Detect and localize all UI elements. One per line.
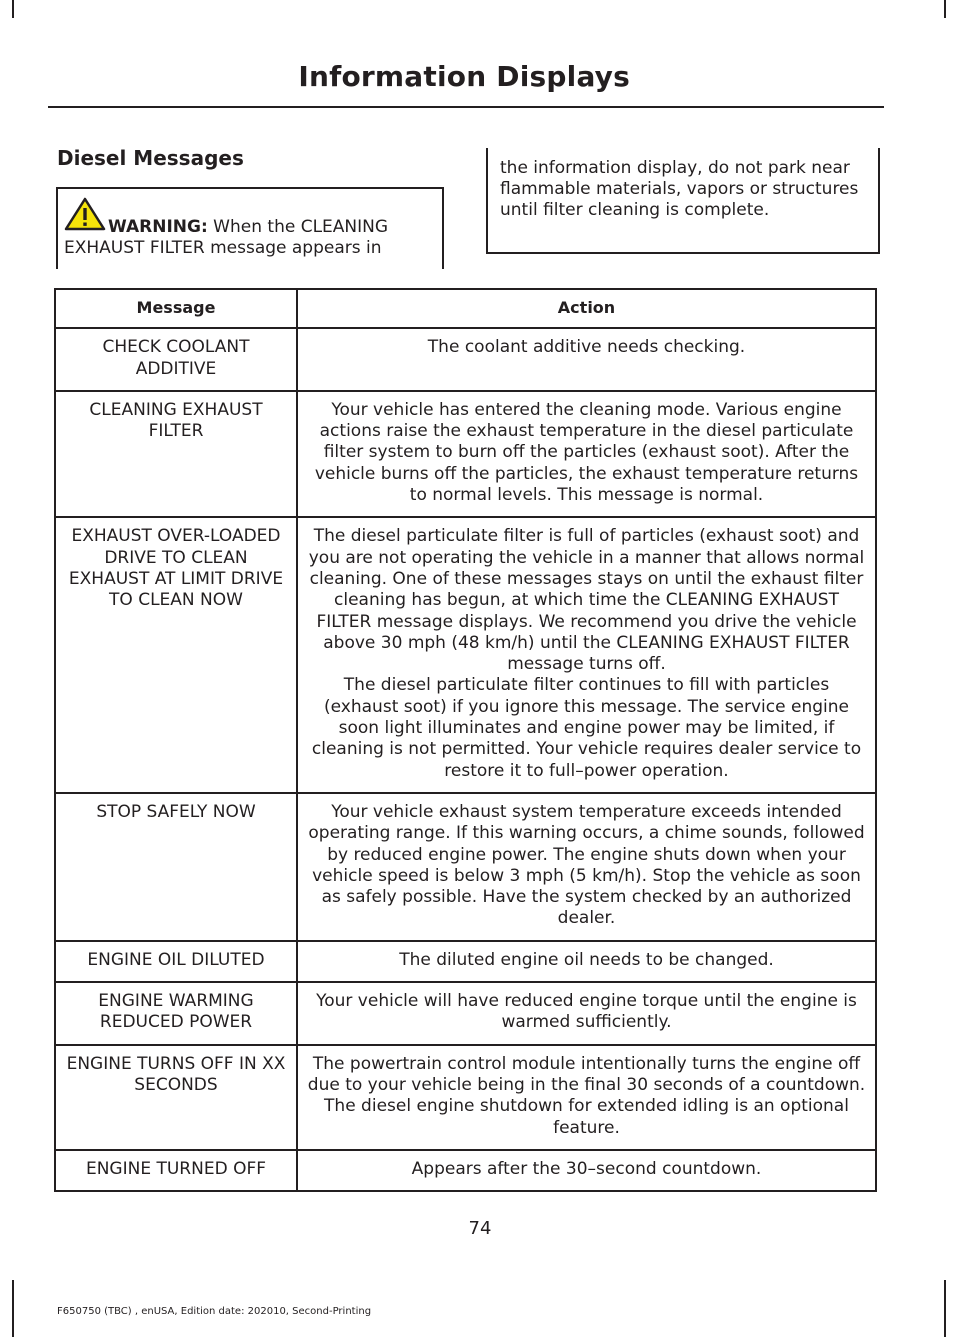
warning-label: WARNING: — [108, 217, 208, 237]
diesel-messages-table — [54, 288, 877, 1192]
action-cell — [297, 1150, 876, 1191]
action-text: Your vehicle exhaust system temperature exceeds intended operating range. If this warning occurs, a chime sounds, followed by reduced engine power. The engine shuts down when your vehicle speed is below 3 mph (5 km/h). Stop the vehicle as soon as safely possible. Have the system checked by an authorized dealer. — [308, 801, 865, 929]
footer-edition: F650750 (TBC) , enUSA, Edition date: 202010, Second-Printing — [57, 1306, 372, 1317]
action-cell — [297, 941, 876, 982]
action-text: The diesel particulate filter continues to fill with particles (exhaust soot) if you ignore this message. The service engine soon light illuminates and engine power may be limited, if cleaning is not permitted. Your vehicle requires dealer service to restore it to full–power operation. — [311, 675, 862, 781]
message-text: CHECK COOLANT ADDITIVE — [102, 337, 250, 379]
page-number: 74 — [468, 1218, 492, 1239]
message-text: EXHAUST AT LIMIT DRIVE TO CLEAN NOW — [68, 568, 284, 611]
message-cell — [55, 391, 297, 517]
warning-text-start — [64, 217, 438, 259]
message-cell — [55, 328, 297, 391]
crop-mark-bottom-left — [12, 1280, 14, 1337]
crop-mark-top-right — [944, 0, 946, 18]
message-cell — [55, 793, 297, 941]
message-cell — [55, 1045, 297, 1150]
table-row — [55, 982, 876, 1045]
warning-box-start — [56, 187, 444, 269]
message-text: CLEANING EXHAUST FILTER — [89, 399, 263, 442]
warning-box-end — [486, 148, 880, 254]
table-row — [55, 517, 876, 793]
crop-mark-bottom-right — [944, 1280, 946, 1337]
table-header-row — [55, 289, 876, 328]
table-row — [55, 1150, 876, 1191]
message-cell — [55, 517, 297, 793]
message-cell — [55, 941, 297, 982]
table-row — [55, 941, 876, 982]
page-title: Information Displays — [298, 60, 630, 93]
message-text: ENGINE TURNED OFF — [85, 1158, 267, 1179]
action-cell — [297, 793, 876, 941]
table-row — [55, 328, 876, 391]
action-cell — [297, 517, 876, 793]
table-row — [55, 1045, 876, 1150]
action-cell — [297, 1045, 876, 1150]
message-text: STOP SAFELY NOW — [96, 801, 256, 822]
action-text: The diesel particulate filter is full of particles (exhaust soot) and you are not operating the vehicle in a manner that allows normal cleaning. One of these messages stays on until the exhaust filter cleaning has begun, at which time the CLEANING EXHAUST FILTER message displays. We recommend you drive the vehicle above 30 mph (48 km/h) until the CLEANING EXHAUST FILTER message turns off. — [308, 526, 865, 675]
action-text: The diluted engine oil needs to be changed. — [399, 949, 774, 970]
header-divider — [48, 106, 884, 108]
message-cell — [55, 982, 297, 1045]
message-cell — [55, 1150, 297, 1191]
section-title: Diesel Messages — [57, 146, 244, 170]
message-text: ENGINE TURNS OFF IN XX SECONDS — [66, 1053, 286, 1095]
crop-mark-top-left — [12, 0, 14, 18]
action-text: Your vehicle has entered the cleaning mode. Various engine actions raise the exhaust temperature in the diesel particulate filter system to burn off the particles (exhaust soot). After the vehicle burns off the particles, the exhaust temperature returns to normal levels. This message is normal. — [314, 399, 859, 506]
warning-text-part1: When the CLEANING EXHAUST FILTER message appears in — [64, 217, 389, 258]
column-header-action: Action — [297, 289, 876, 328]
column-header-message: Message — [55, 289, 297, 328]
action-cell — [297, 328, 876, 391]
action-text: Appears after the 30–second countdown. — [411, 1158, 762, 1179]
action-text: The powertrain control module intentionally turns the engine off due to your vehicle being in the final 30 seconds of a countdown. The diesel engine shutdown for extended idling is an optional feature. — [307, 1053, 866, 1138]
message-text: ENGINE OIL DILUTED — [87, 949, 265, 970]
action-text: Your vehicle will have reduced engine torque until the engine is warmed sufficiently. — [316, 991, 857, 1033]
action-text: The coolant additive needs checking. — [427, 337, 746, 358]
warning-text-part2: the information display, do not park near flammable materials, vapors or structures until filter cleaning is complete. — [500, 158, 859, 220]
message-text: ENGINE WARMING REDUCED POWER — [98, 991, 254, 1033]
action-cell — [297, 391, 876, 517]
table-row — [55, 391, 876, 517]
message-text: EXHAUST OVER-LOADED DRIVE TO CLEAN — [71, 526, 281, 568]
table-row — [55, 793, 876, 941]
action-cell — [297, 982, 876, 1045]
